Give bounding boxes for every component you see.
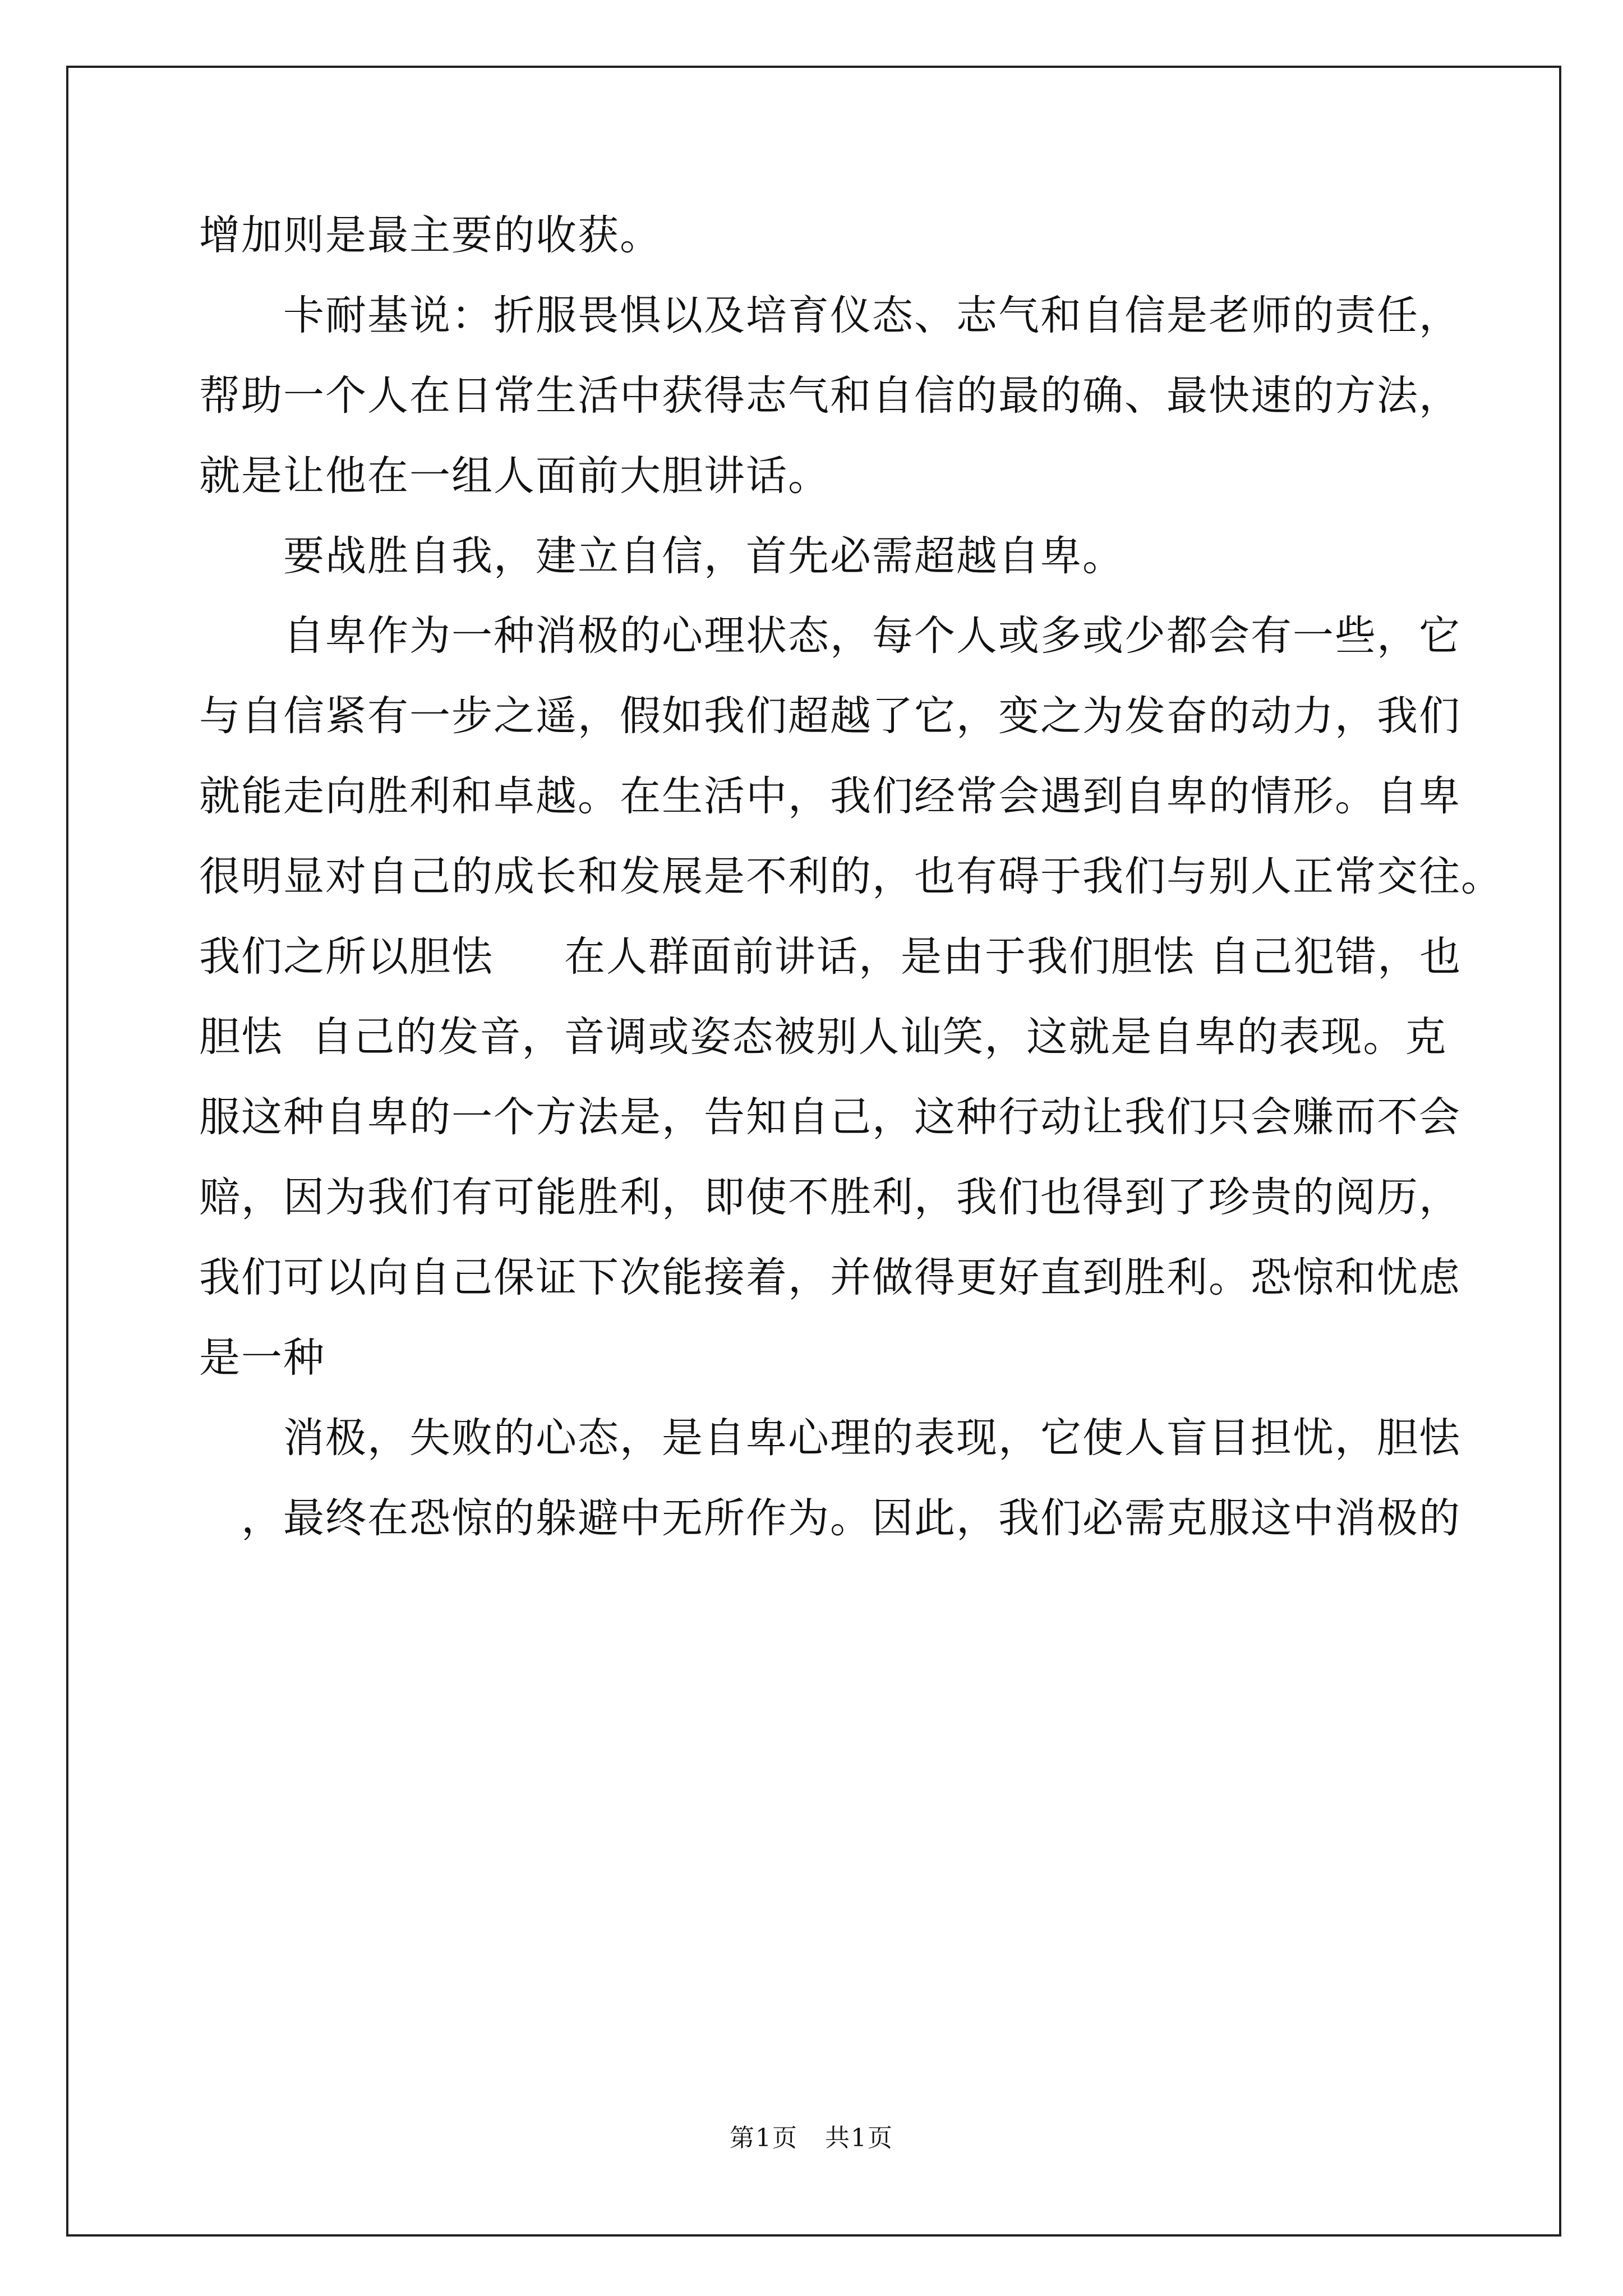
page-number-footer: 第1页 共1页 — [730, 2124, 893, 2152]
text-line-14: 我们可以向自己保证下次能接着，并做得更好直到胜利。恐惊和忧虑 — [199, 1254, 1461, 1301]
text-line-6: 自卑作为一种消极的心理状态，每个人或多或少都会有一些，它 — [283, 612, 1461, 660]
text-line-12: 服这种自卑的一个方法是，告知自己，这种行动让我们只会赚而不会 — [199, 1093, 1461, 1141]
text-line-13: 赔，因为我们有可能胜利，即使不胜利，我们也得到了珍贵的阅历， — [199, 1174, 1461, 1221]
text-line-1: 增加则是最主要的收获。 — [199, 211, 662, 259]
text-line-16: 消极，失败的心态，是自卑心理的表现，它使人盲目担忧，胆怯 — [283, 1414, 1461, 1462]
text-line-9: 很明显对自己的成长和发展是不利的，也有碍于我们与别人正常交往。 — [199, 853, 1503, 900]
text-line-11: 胆怯 自己的发音，音调或姿态被别人讪笑，这就是自卑的表现。克 — [199, 1013, 1447, 1061]
text-line-3: 帮助一个人在日常生活中获得志气和自信的最的确、最快速的方法， — [199, 372, 1461, 420]
text-line-15: 是一种 — [199, 1334, 325, 1382]
text-line-8: 就能走向胜利和卓越。在生活中，我们经常会遇到自卑的情形。自卑 — [199, 772, 1461, 820]
text-line-4: 就是让他在一组人面前大胆讲话。 — [199, 452, 830, 500]
text-line-7: 与自信紧有一步之遥，假如我们超越了它，变之为发奋的动力，我们 — [199, 692, 1461, 740]
text-line-2: 卡耐基说：折服畏惧以及培育仪态、志气和自信是老师的责任， — [283, 292, 1461, 339]
text-line-17: ，最终在恐惊的躲避中无所作为。因此，我们必需克服这中消极的 — [241, 1494, 1461, 1542]
text-line-10: 我们之所以胆怯 在人群面前讲话，是由于我们胆怯 自己犯错，也 — [199, 933, 1462, 981]
text-line-5: 要战胜自我，建立自信，首先必需超越自卑。 — [283, 532, 1124, 580]
